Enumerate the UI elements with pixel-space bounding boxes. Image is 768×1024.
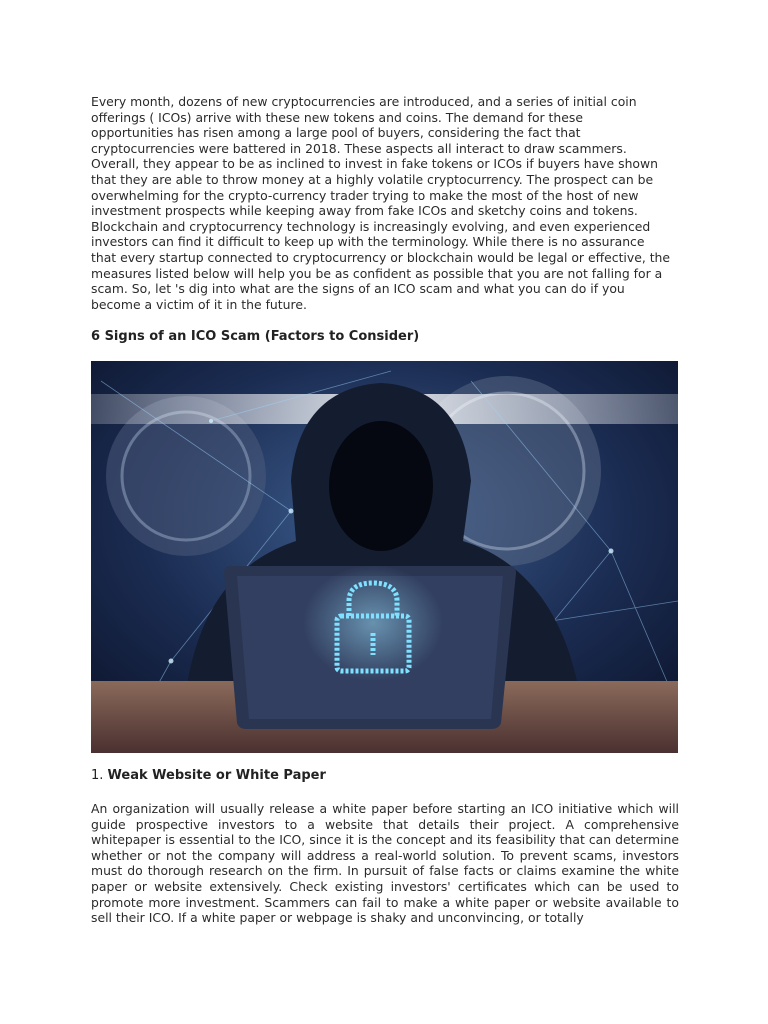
intro-line: Every month, dozens of new cryptocurrencies are introduced, and a series of initial coin — [91, 94, 637, 109]
item-heading — [91, 768, 326, 783]
intro-line: measures listed below will help you be as confident as possible that you are not falling for a — [91, 265, 663, 281]
intro-line: that every startup connected to cryptocurrency or blockchain would be legal or effective, the — [91, 249, 671, 265]
intro-line: opportunities has risen among a large pool of buyers, considering the fact that — [91, 125, 581, 141]
laptop — [224, 565, 516, 729]
intro-line: become a victim of it in the future. — [91, 296, 307, 312]
item-body: An organization will usually release a white paper before starting an ICO initiative which will guide prospective investors to a website that details their project. A comprehensive whitepaper is essential to the ICO, since it is the concept and its feasibility that can determine whether or not the company will address a real-world solution. To prevent scams, investors must do thorough research on the firm. In pursuit of false facts or claims examine the white paper or website extensively. Check existing investors' certificates which can be used to promote more investment. Scammers can fail to make a white paper or website available to sell their ICO. If a white paper or webpage is shaky and unconvincing, or totally — [91, 801, 679, 926]
intro-line: investors can find it difficult to keep up with the terminology. While there is no assurance — [91, 234, 645, 250]
intro-line: scam. So, let 's dig into what are the signs of an ICO scam and what you can do if you — [91, 281, 625, 297]
intro-line: cryptocurrencies were battered in 2018. These aspects all interact to draw scammers. — [91, 140, 627, 156]
intro-line: Overall, they appear to be as inclined to invest in fake tokens or ICOs if buyers have shown — [91, 156, 658, 172]
intro-paragraph — [91, 94, 679, 312]
intro-line: Blockchain and cryptocurrency technology is increasingly evolving, and even experienced — [91, 218, 651, 234]
item-title: Weak Website or White Paper — [107, 768, 326, 783]
intro-line: overwhelming for the crypto-currency trader trying to make the most of the host of new — [91, 187, 639, 203]
section-heading: 6 Signs of an ICO Scam (Factors to Consider) — [91, 329, 420, 344]
intro-line: investment prospects while keeping away from fake ICOs and sketchy coins and tokens. — [91, 203, 638, 219]
item-number: 1. — [91, 768, 104, 783]
hero-image — [91, 361, 678, 753]
intro-line: offerings ( ICOs) arrive with these new tokens and coins. The demand for these — [91, 109, 583, 125]
intro-line: that they are able to throw money at a highly volatile cryptocurrency. The prospect can be — [91, 171, 654, 187]
